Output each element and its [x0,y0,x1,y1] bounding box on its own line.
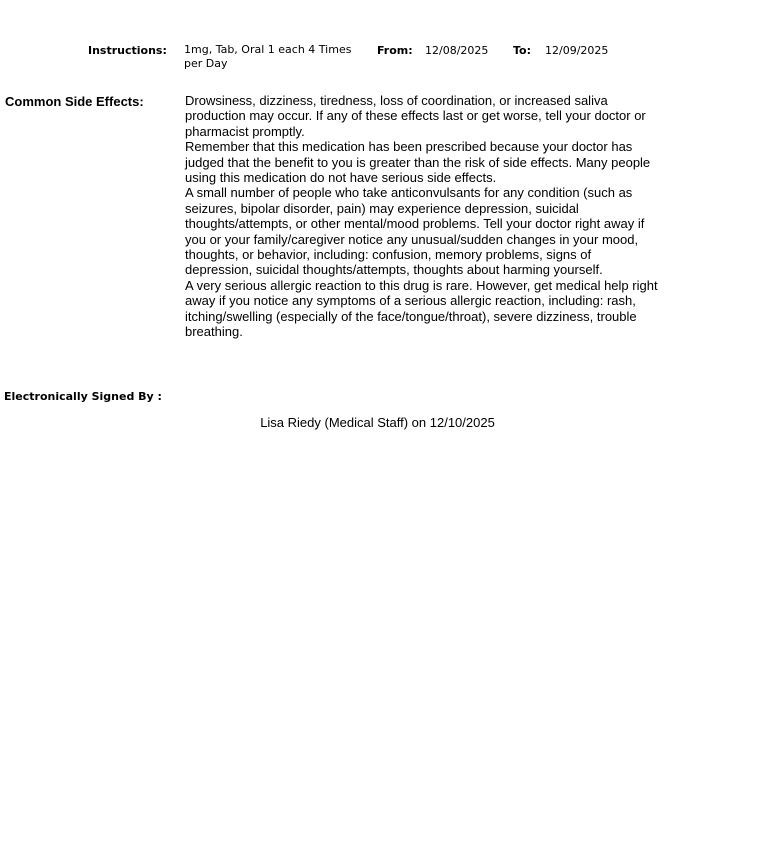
side-effects-paragraph: Remember that this medication has been prescribed because your doctor has judged that the benefit to you is greater than the risk of side effects. Many people using this medication do not have serious side effects. [185,139,651,186]
from-label: From: [377,44,413,57]
side-effects-text [185,93,660,340]
signed-by-label: Electronically Signed By : [4,390,162,403]
instructions-value: 1mg, Tab, Oral 1 each 4 Times per Day [184,43,352,70]
from-date: 12/08/2025 [425,44,489,57]
side-effects-paragraph: Drowsiness, dizziness, tiredness, loss of coordination, or increased saliva production may occur. If any of these effects last or get worse, tell your doctor or pharmacist promptly. [185,93,646,139]
signature-line: Lisa Riedy (Medical Staff) on 12/10/2025 [260,415,495,430]
side-effects-label: Common Side Effects: [5,94,144,109]
side-effects-paragraph: A very serious allergic reaction to this drug is rare. However, get medical help right away if you notice any symptoms of a serious allergic reaction, including: rash, itching/swelling (especially of the face/tongue/throat), severe dizziness, trouble breathing. [185,277,658,340]
to-label: To: [513,44,531,57]
side-effects-paragraph: A small number of people who take anticonvulsants for any condition (such as seizures, bipolar disorder, pain) may experience depression, suicidal thoughts/attempts, or other mental/mood problems. Tell your doctor right away if you or your family/caregiver notice any unusual/sudden changes in your mood, thoughts, or behavior, including: confusion, memory problems, signs of depression, suicidal thoughts/attempts, thoughts about harming yourself. [185,185,645,278]
instructions-label: Instructions: [88,44,167,57]
to-date: 12/09/2025 [545,44,609,57]
